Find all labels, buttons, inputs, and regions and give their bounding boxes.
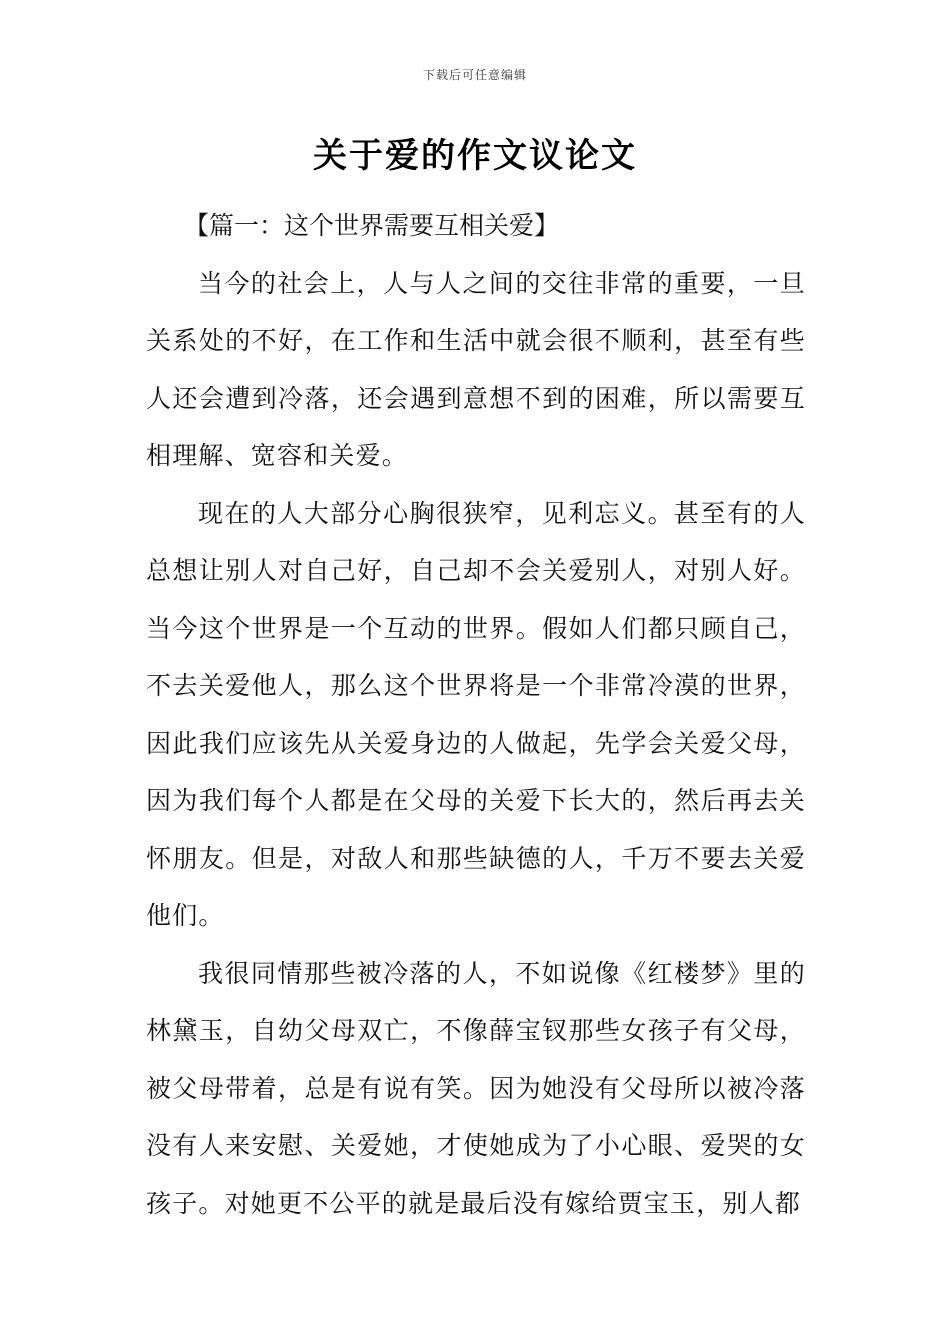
paragraph-3: 我很同情那些被冷落的人，不如说像《红楼梦》里的林黛玉，自幼父母双亡，不像薛宝钗那些女孩子有父母，被父母带着，总是有说有笑。因为她没有父母所以被冷落没有人来安慰、关爱她，才使她成为了小心眼、爱哭的女孩子。对她更不公平的就是最后没有嫁给贾宝玉，别人都 bbox=[146, 958, 806, 1218]
document-body bbox=[146, 197, 806, 1232]
paragraph-2: 现在的人大部分心胸很狭窄，见利忘义。甚至有的人总想让别人对自己好，自己却不会关爱别人，对别人好。当今这个世界是一个互动的世界。假如人们都只顾自己，不去关爱他人，那么这个世界将是一个非常冷漠的世界，因此我们应该先从关爱身边的人做起，先学会关爱父母，因为我们每个人都是在父母的关爱下长大的，然后再去关怀朋友。但是，对敌人和那些缺德的人，千万不要去关爱他们。 bbox=[146, 498, 806, 930]
header-note: 下载后可任意编辑 bbox=[422, 68, 527, 82]
document-title: 关于爱的作文议论文 bbox=[313, 136, 637, 176]
paragraph-1: 当今的社会上，人与人之间的交往非常的重要，一旦关系处的不好，在工作和生活中就会很不顺利，甚至有些人还会遭到冷落，还会遇到意想不到的困难，所以需要互相理解、宽容和关爱。 bbox=[146, 268, 806, 470]
section-heading: 【篇一：这个世界需要互相关爱】 bbox=[184, 211, 560, 240]
